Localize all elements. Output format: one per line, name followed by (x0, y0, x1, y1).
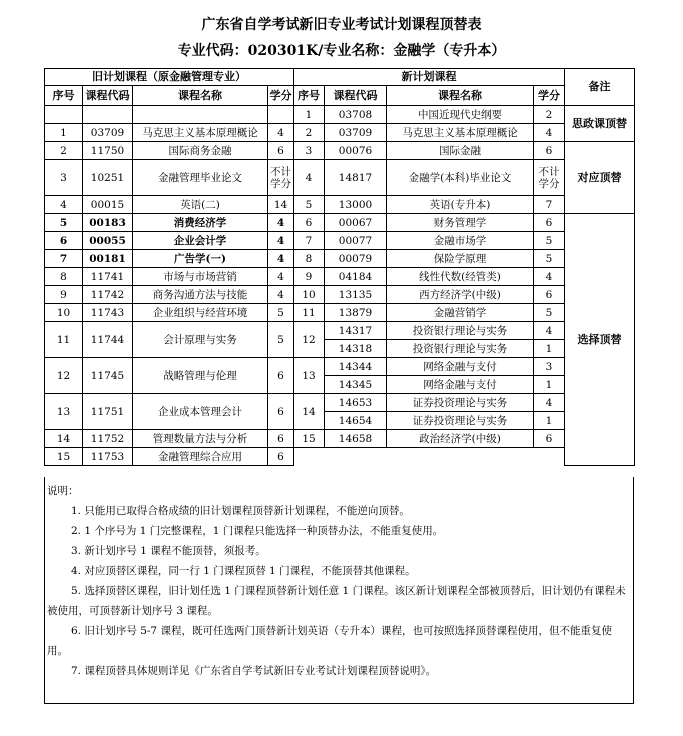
old-name: 企业会计学 (133, 232, 268, 250)
remark-selective: 选择顶替 (565, 214, 635, 466)
old-name: 商务沟通方法与技能 (133, 286, 268, 304)
col-name: 课程名称 (387, 86, 534, 106)
new-name: 金融营销学 (387, 304, 534, 322)
old-name: 战略管理与伦理 (133, 358, 268, 394)
old-credit: 4 (268, 124, 294, 142)
table-row (45, 250, 635, 268)
new-plan-header: 新计划课程 (294, 69, 565, 86)
new-name: 英语(专升本) (387, 196, 534, 214)
old-seq: 11 (45, 322, 83, 358)
old-credit: 6 (268, 448, 294, 466)
new-code: 04184 (325, 268, 387, 286)
old-name (133, 106, 268, 124)
old-credit: 5 (268, 304, 294, 322)
old-credit: 6 (268, 142, 294, 160)
new-seq: 8 (294, 250, 325, 268)
table-row (45, 304, 635, 322)
new-credit: 2 (534, 106, 565, 124)
old-code: 11751 (83, 394, 133, 430)
table-row (45, 160, 635, 196)
table-row (45, 196, 635, 214)
new-name: 金融市场学 (387, 232, 534, 250)
old-plan-header: 旧计划课程（原金融管理专业） (45, 69, 294, 86)
old-seq: 9 (45, 286, 83, 304)
note-item: 4. 对应顶替区课程，同一行 1 门课程顶替 1 门课程，不能顶替其他课程。 (71, 565, 416, 577)
new-code: 14345 (325, 376, 387, 394)
old-seq: 12 (45, 358, 83, 394)
new-seq: 4 (294, 160, 325, 196)
old-name: 市场与市场营销 (133, 268, 268, 286)
new-credit: 5 (534, 250, 565, 268)
old-credit: 5 (268, 322, 294, 358)
note-item: 2. 1 个序号为 1 门完整课程，1 门课程只能选择一种顶替办法，不能重复使用。 (71, 525, 444, 537)
new-credit: 4 (534, 322, 565, 340)
old-seq: 1 (45, 124, 83, 142)
page-title: 广东省自学考试新旧专业考试计划课程顶替表 (201, 17, 482, 33)
new-credit: 6 (534, 286, 565, 304)
old-name: 会计原理与实务 (133, 322, 268, 358)
old-code: 11752 (83, 430, 133, 448)
course-replacement-table (44, 68, 635, 466)
new-seq: 7 (294, 232, 325, 250)
old-credit: 4 (268, 214, 294, 232)
new-credit: 6 (534, 430, 565, 448)
new-seq: 13 (294, 358, 325, 394)
new-name: 金融学(本科)毕业论文 (387, 160, 534, 196)
table-row (45, 322, 635, 340)
new-code: 14817 (325, 160, 387, 196)
col-code: 课程代码 (83, 86, 133, 106)
note-item: 3. 新计划序号 1 课程不能顶替，须报考。 (71, 545, 266, 557)
new-seq: 5 (294, 196, 325, 214)
new-code: 14654 (325, 412, 387, 430)
old-code: 03709 (83, 124, 133, 142)
new-name: 西方经济学(中级) (387, 286, 534, 304)
old-code: 00181 (83, 250, 133, 268)
old-code (83, 106, 133, 124)
old-seq: 14 (45, 430, 83, 448)
col-seq: 序号 (294, 86, 325, 106)
col-credit: 学分 (534, 86, 565, 106)
col-credit: 学分 (268, 86, 294, 106)
old-code: 11742 (83, 286, 133, 304)
new-code: 14653 (325, 394, 387, 412)
new-name: 网络金融与支付 (387, 358, 534, 376)
new-credit: 3 (534, 358, 565, 376)
empty-cell (294, 448, 565, 466)
new-credit: 1 (534, 376, 565, 394)
new-credit: 5 (534, 232, 565, 250)
new-name: 财务管理学 (387, 214, 534, 232)
old-seq: 15 (45, 448, 83, 466)
old-credit: 14 (268, 196, 294, 214)
new-credit: 不计学分 (534, 160, 565, 196)
old-code: 10251 (83, 160, 133, 196)
new-code: 14658 (325, 430, 387, 448)
old-credit: 不计学分 (268, 160, 294, 196)
old-credit: 6 (268, 394, 294, 430)
old-name: 消费经济学 (133, 214, 268, 232)
new-code: 00067 (325, 214, 387, 232)
new-seq: 6 (294, 214, 325, 232)
old-name: 国际商务金融 (133, 142, 268, 160)
table-row (45, 430, 635, 448)
old-code: 11750 (83, 142, 133, 160)
col-seq: 序号 (45, 86, 83, 106)
new-name: 马克思主义基本原理概论 (387, 124, 534, 142)
old-seq: 5 (45, 214, 83, 232)
page-subtitle: 专业代码：020301K/专业名称：金融学（专升本） (177, 43, 506, 59)
old-credit: 6 (268, 430, 294, 448)
new-name: 保险学原理 (387, 250, 534, 268)
old-code: 11744 (83, 322, 133, 358)
old-code: 11743 (83, 304, 133, 322)
table-row (45, 214, 635, 232)
table-row (45, 394, 635, 412)
old-name: 企业组织与经营环境 (133, 304, 268, 322)
new-code: 13000 (325, 196, 387, 214)
new-credit: 4 (534, 124, 565, 142)
new-credit: 6 (534, 214, 565, 232)
table-row (45, 124, 635, 142)
notes-label: 说明： (47, 485, 79, 497)
new-code: 00076 (325, 142, 387, 160)
old-name: 英语(二) (133, 196, 268, 214)
note-item: 1. 只能用已取得合格成绩的旧计划课程顶替新计划课程，不能逆向顶替。 (71, 505, 410, 517)
new-name: 国际金融 (387, 142, 534, 160)
new-seq: 1 (294, 106, 325, 124)
new-name: 中国近现代史纲要 (387, 106, 534, 124)
new-name: 证券投资理论与实务 (387, 394, 534, 412)
new-code: 00077 (325, 232, 387, 250)
new-code: 13135 (325, 286, 387, 304)
new-seq: 10 (294, 286, 325, 304)
new-credit: 4 (534, 268, 565, 286)
table-row (45, 232, 635, 250)
new-credit: 1 (534, 412, 565, 430)
old-code: 11753 (83, 448, 133, 466)
old-name: 管理数量方法与分析 (133, 430, 268, 448)
new-seq: 2 (294, 124, 325, 142)
new-name: 线性代数(经管类) (387, 268, 534, 286)
old-seq: 7 (45, 250, 83, 268)
new-credit: 6 (534, 142, 565, 160)
new-code: 14318 (325, 340, 387, 358)
new-seq: 15 (294, 430, 325, 448)
new-credit: 4 (534, 394, 565, 412)
old-credit: 4 (268, 232, 294, 250)
old-credit: 4 (268, 286, 294, 304)
new-code: 14344 (325, 358, 387, 376)
notes-section (44, 477, 634, 704)
note-item: 7. 课程顶替具体规则详见《广东省自学考试新旧专业考试计划课程顶替说明》。 (71, 665, 437, 677)
new-credit: 5 (534, 304, 565, 322)
new-name: 网络金融与支付 (387, 376, 534, 394)
new-name: 投资银行理论与实务 (387, 340, 534, 358)
new-code: 13879 (325, 304, 387, 322)
old-credit: 4 (268, 268, 294, 286)
old-credit: 6 (268, 358, 294, 394)
old-seq: 6 (45, 232, 83, 250)
new-seq: 14 (294, 394, 325, 430)
new-seq: 11 (294, 304, 325, 322)
old-code: 11741 (83, 268, 133, 286)
old-seq (45, 106, 83, 124)
old-seq: 8 (45, 268, 83, 286)
note-item: 6. 旧计划序号 5-7 课程，既可任选两门顶替新计划英语（专升本）课程，也可按照选择顶替课程使用，但不能重复使用。 (47, 625, 612, 657)
old-name: 金融管理综合应用 (133, 448, 268, 466)
note-item: 5. 选择顶替区课程，旧计划任选 1 门课程顶替新计划任意 1 门课程。该区新计划课程全部被顶替后，旧计划仍有课程未被使用，可顶替新计划序号 3 课程。 (47, 585, 626, 617)
old-seq: 2 (45, 142, 83, 160)
old-name: 广告学(一) (133, 250, 268, 268)
new-name: 证券投资理论与实务 (387, 412, 534, 430)
table-row (45, 142, 635, 160)
remark-ideology: 思政课顶替 (565, 106, 635, 142)
col-code: 课程代码 (325, 86, 387, 106)
table-row (45, 106, 635, 124)
old-code: 11745 (83, 358, 133, 394)
old-code: 00055 (83, 232, 133, 250)
table-row (45, 286, 635, 304)
table-row (45, 448, 635, 466)
new-credit: 1 (534, 340, 565, 358)
new-seq: 9 (294, 268, 325, 286)
old-seq: 3 (45, 160, 83, 196)
new-credit: 7 (534, 196, 565, 214)
old-credit: 4 (268, 250, 294, 268)
new-code: 14317 (325, 322, 387, 340)
remark-header: 备注 (565, 69, 635, 106)
new-seq: 12 (294, 322, 325, 358)
col-name: 课程名称 (133, 86, 268, 106)
old-seq: 10 (45, 304, 83, 322)
old-credit (268, 106, 294, 124)
new-code: 00079 (325, 250, 387, 268)
old-name: 企业成本管理会计 (133, 394, 268, 430)
new-name: 政治经济学(中级) (387, 430, 534, 448)
table-row (45, 358, 635, 376)
old-code: 00183 (83, 214, 133, 232)
new-seq: 3 (294, 142, 325, 160)
old-seq: 13 (45, 394, 83, 430)
old-name: 马克思主义基本原理概论 (133, 124, 268, 142)
new-code: 03709 (325, 124, 387, 142)
old-code: 00015 (83, 196, 133, 214)
old-seq: 4 (45, 196, 83, 214)
new-name: 投资银行理论与实务 (387, 322, 534, 340)
old-name: 金融管理毕业论文 (133, 160, 268, 196)
remark-corresponding: 对应顶替 (565, 142, 635, 214)
new-code: 03708 (325, 106, 387, 124)
table-row (45, 268, 635, 286)
